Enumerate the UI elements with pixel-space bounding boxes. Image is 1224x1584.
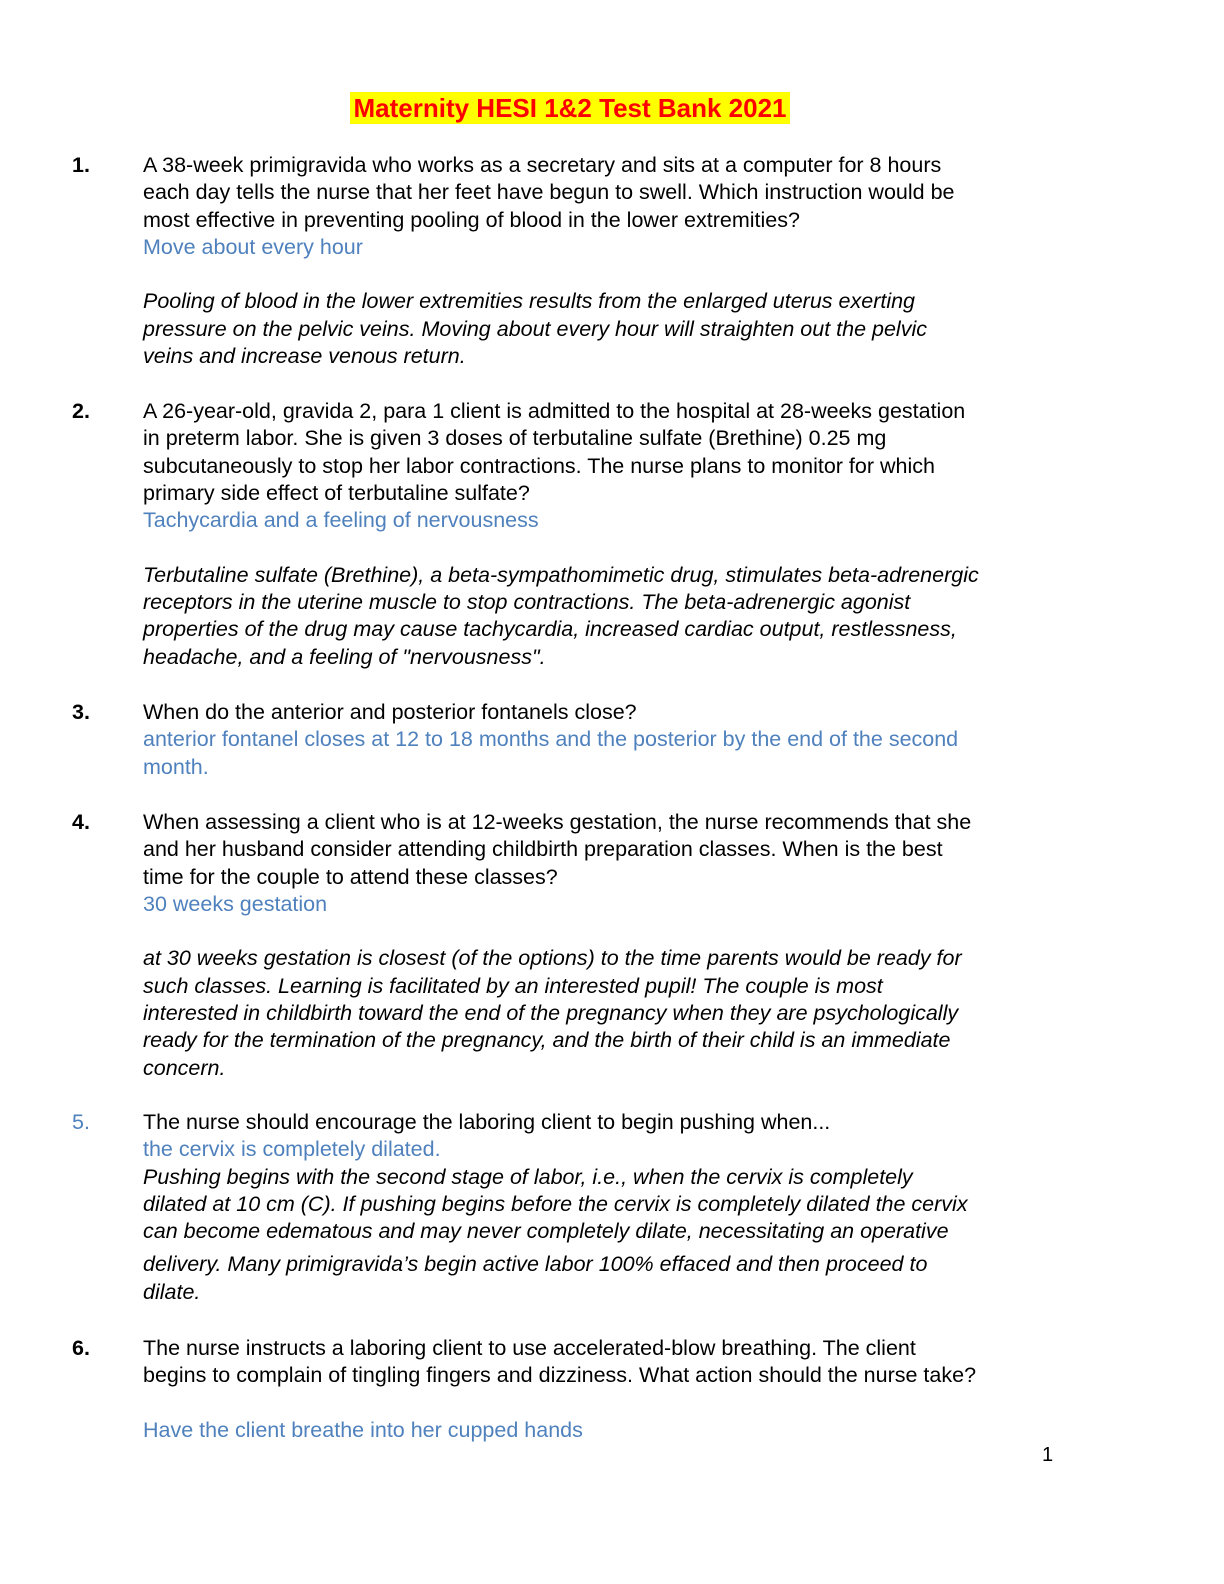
explanation-text: can become edematous and may never completely dilate, necessitating an operative: [143, 1219, 949, 1244]
question-text: The nurse should encourage the laboring client to begin pushing when...: [143, 1110, 831, 1134]
question-text: and her husband consider attending childbirth preparation classes. When is the best: [143, 837, 943, 862]
question-text: primary side effect of terbutaline sulfate?: [143, 480, 530, 505]
document-title: Maternity HESI 1&2 Test Bank 2021: [350, 92, 789, 124]
question-number: 1.: [72, 153, 90, 177]
question-text: When do the anterior and posterior fontanels close?: [143, 700, 637, 724]
explanation-text: delivery. Many primigravida’s begin active labor 100% effaced and then proceed to: [143, 1252, 928, 1277]
page-number: 1: [1042, 1444, 1054, 1466]
question-body: [143, 1335, 1083, 1444]
explanation-text: dilate.: [143, 1279, 201, 1304]
question-body: [143, 699, 1083, 781]
answer-text: Have the client breathe into her cupped hands: [143, 1417, 583, 1442]
question-text: most effective in preventing pooling of blood in the lower extremities?: [143, 207, 800, 232]
explanation-text: dilated at 10 cm (C). If pushing begins before the cervix is completely dilated the cervix: [143, 1191, 968, 1216]
explanation-text: concern.: [143, 1055, 226, 1080]
explanation-text: interested in childbirth toward the end of the pregnancy when they are psychologically: [143, 1001, 959, 1026]
answer-text: Tachycardia and a feeling of nervousness: [143, 508, 539, 533]
explanation-text: at 30 weeks gestation is closest (of the options) to the time parents would be ready for: [143, 946, 962, 971]
answer-text: 30 weeks gestation: [143, 891, 328, 916]
question-text: time for the couple to attend these classes?: [143, 864, 558, 889]
question-text: subcutaneously to stop her labor contractions. The nurse plans to monitor for which: [143, 453, 935, 478]
explanation-text: ready for the termination of the pregnancy, and the birth of their child is an immediate: [143, 1028, 951, 1053]
question-text: in preterm labor. She is given 3 doses of terbutaline sulfate (Brethine) 0.25 mg: [143, 426, 887, 451]
explanation-text: Terbutaline sulfate (Brethine), a beta-sympathomimetic drug, stimulates beta-adrenergic: [143, 562, 979, 587]
question-body: [143, 1109, 1083, 1306]
explanation-text: receptors in the uterine muscle to stop contractions. The beta-adrenergic agonist: [143, 590, 911, 615]
explanation-text: properties of the drug may cause tachycardia, increased cardiac output, restlessness,: [143, 617, 957, 642]
question-text: A 38-week primigravida who works as a secretary and sits at a computer for 8 hours: [143, 153, 942, 177]
question-text: When assessing a client who is at 12-weeks gestation, the nurse recommends that she: [143, 810, 972, 834]
explanation-text: Pushing begins with the second stage of labor, i.e., when the cervix is completely: [143, 1164, 913, 1189]
question-number: 6.: [72, 1336, 90, 1360]
explanation-text: headache, and a feeling of "nervousness".: [143, 644, 546, 669]
answer-text: Move about every hour: [143, 234, 363, 259]
explanation-text: such classes. Learning is facilitated by an interested pupil! The couple is most: [143, 973, 883, 998]
question-body: [143, 398, 1083, 671]
question-text: each day tells the nurse that her feet have begun to swell. Which instruction would be: [143, 180, 955, 205]
question-text: A 26-year-old, gravida 2, para 1 client is admitted to the hospital at 28-weeks gestation: [143, 399, 966, 423]
explanation-text: veins and increase venous return.: [143, 344, 466, 369]
title-container: [0, 92, 1140, 124]
question-text: begins to complain of tingling fingers and dizziness. What action should the nurse take?: [143, 1363, 977, 1388]
answer-text: anterior fontanel closes at 12 to 18 months and the posterior by the end of the second: [143, 727, 959, 752]
question-number: 2.: [72, 399, 90, 423]
question-body: [143, 809, 1083, 1082]
question-body: [143, 152, 1083, 370]
explanation-text: pressure on the pelvic veins. Moving about every hour will straighten out the pelvic: [143, 316, 927, 341]
explanation-text: Pooling of blood in the lower extremities results from the enlarged uterus exerting: [143, 289, 916, 314]
question-number: 5.: [72, 1110, 90, 1134]
answer-text: the cervix is completely dilated.: [143, 1137, 441, 1162]
answer-text: month.: [143, 754, 209, 779]
question-number: 3.: [72, 700, 90, 724]
question-number: 4.: [72, 810, 90, 834]
question-text: The nurse instructs a laboring client to use accelerated-blow breathing. The client: [143, 1336, 916, 1360]
